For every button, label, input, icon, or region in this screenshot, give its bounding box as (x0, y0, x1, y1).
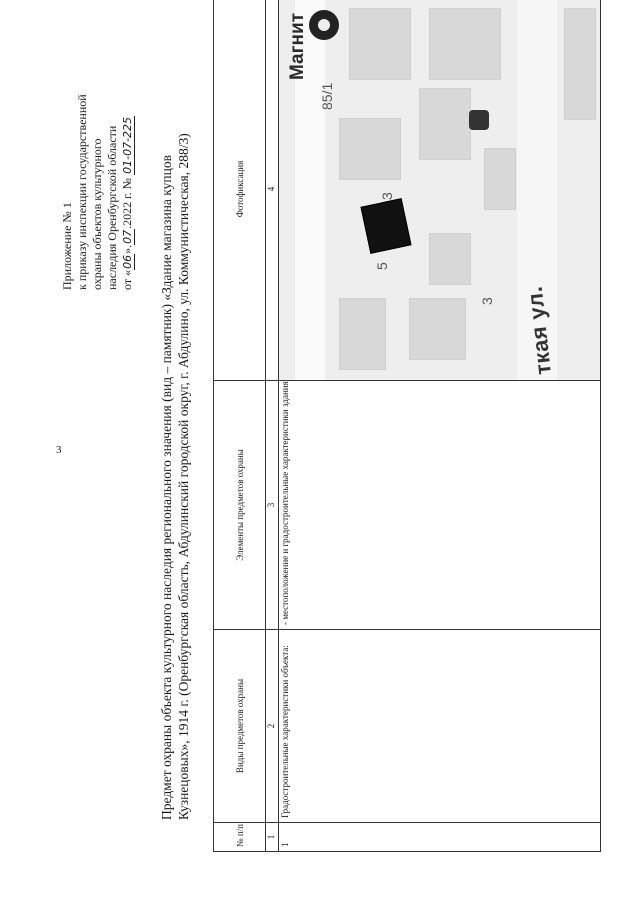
appendix-line: охраны объектов культурного (90, 138, 104, 290)
header-types: Виды предметов охраны (214, 630, 266, 823)
map-building (409, 298, 466, 360)
map-building (419, 88, 471, 160)
document-title (158, 20, 192, 820)
house-number: 85/1 (319, 82, 335, 110)
map-building (484, 148, 516, 210)
page-number: 3 (56, 444, 62, 456)
table-row (279, 0, 601, 852)
column-number: 3 (266, 381, 279, 630)
house-number: 3 (479, 297, 495, 305)
handwritten-day: 06 (121, 254, 134, 269)
row-num: 1 (279, 823, 601, 852)
title-line-1: Предмет охраны объекта культурного наследия регионального значения (вид – памятник) «Здание магазина купцов (159, 155, 174, 820)
map-building (339, 118, 401, 180)
appendix-line: Приложение № 1 (60, 202, 74, 290)
shop-label: Магнит (287, 12, 308, 80)
title-line-2: Кузнецовых», 1914 г. (Оренбургская область, Абдулинский городской округ, г. Абдулино, ул. Коммунистическая, 288/3) (176, 133, 191, 820)
handwritten-order-number: 01-07-225 (121, 116, 134, 174)
column-number-row (266, 0, 279, 852)
street-label: ткая ул. (521, 284, 556, 376)
map-building (564, 8, 596, 120)
poi-icon (469, 110, 489, 130)
table-header-row (214, 0, 266, 852)
map-building (429, 8, 501, 80)
header-photo: Фотофиксация (214, 0, 266, 381)
protection-table (213, 12, 601, 852)
house-number: 3 (379, 192, 395, 200)
row-elements (279, 381, 601, 630)
appendix-heading (60, 10, 135, 290)
date-mid: ». (120, 244, 134, 254)
column-number: 1 (266, 823, 279, 852)
appendix-date-line (120, 10, 135, 290)
photo-cell (279, 0, 601, 381)
column-number: 4 (266, 0, 279, 381)
shop-icon (309, 10, 339, 40)
map-building (349, 8, 411, 80)
house-number: 5 (374, 262, 390, 270)
column-number: 2 (266, 630, 279, 823)
appendix-line: к приказу инспекции государственной (75, 94, 89, 290)
header-elements: Элементы предметов охраны (214, 381, 266, 630)
date-prefix: от « (120, 269, 134, 290)
row-type: Градостроительные характеристики объекта: (279, 630, 601, 823)
map-building (429, 233, 471, 285)
map-building (339, 298, 386, 370)
year-text: .2022 г. № (120, 177, 134, 229)
heritage-object-marker (360, 198, 411, 254)
appendix-line: наследия Оренбургской области (105, 125, 119, 290)
location-map (279, 0, 600, 380)
handwritten-month: 07 (121, 229, 134, 244)
header-num: № п/п (214, 823, 266, 852)
